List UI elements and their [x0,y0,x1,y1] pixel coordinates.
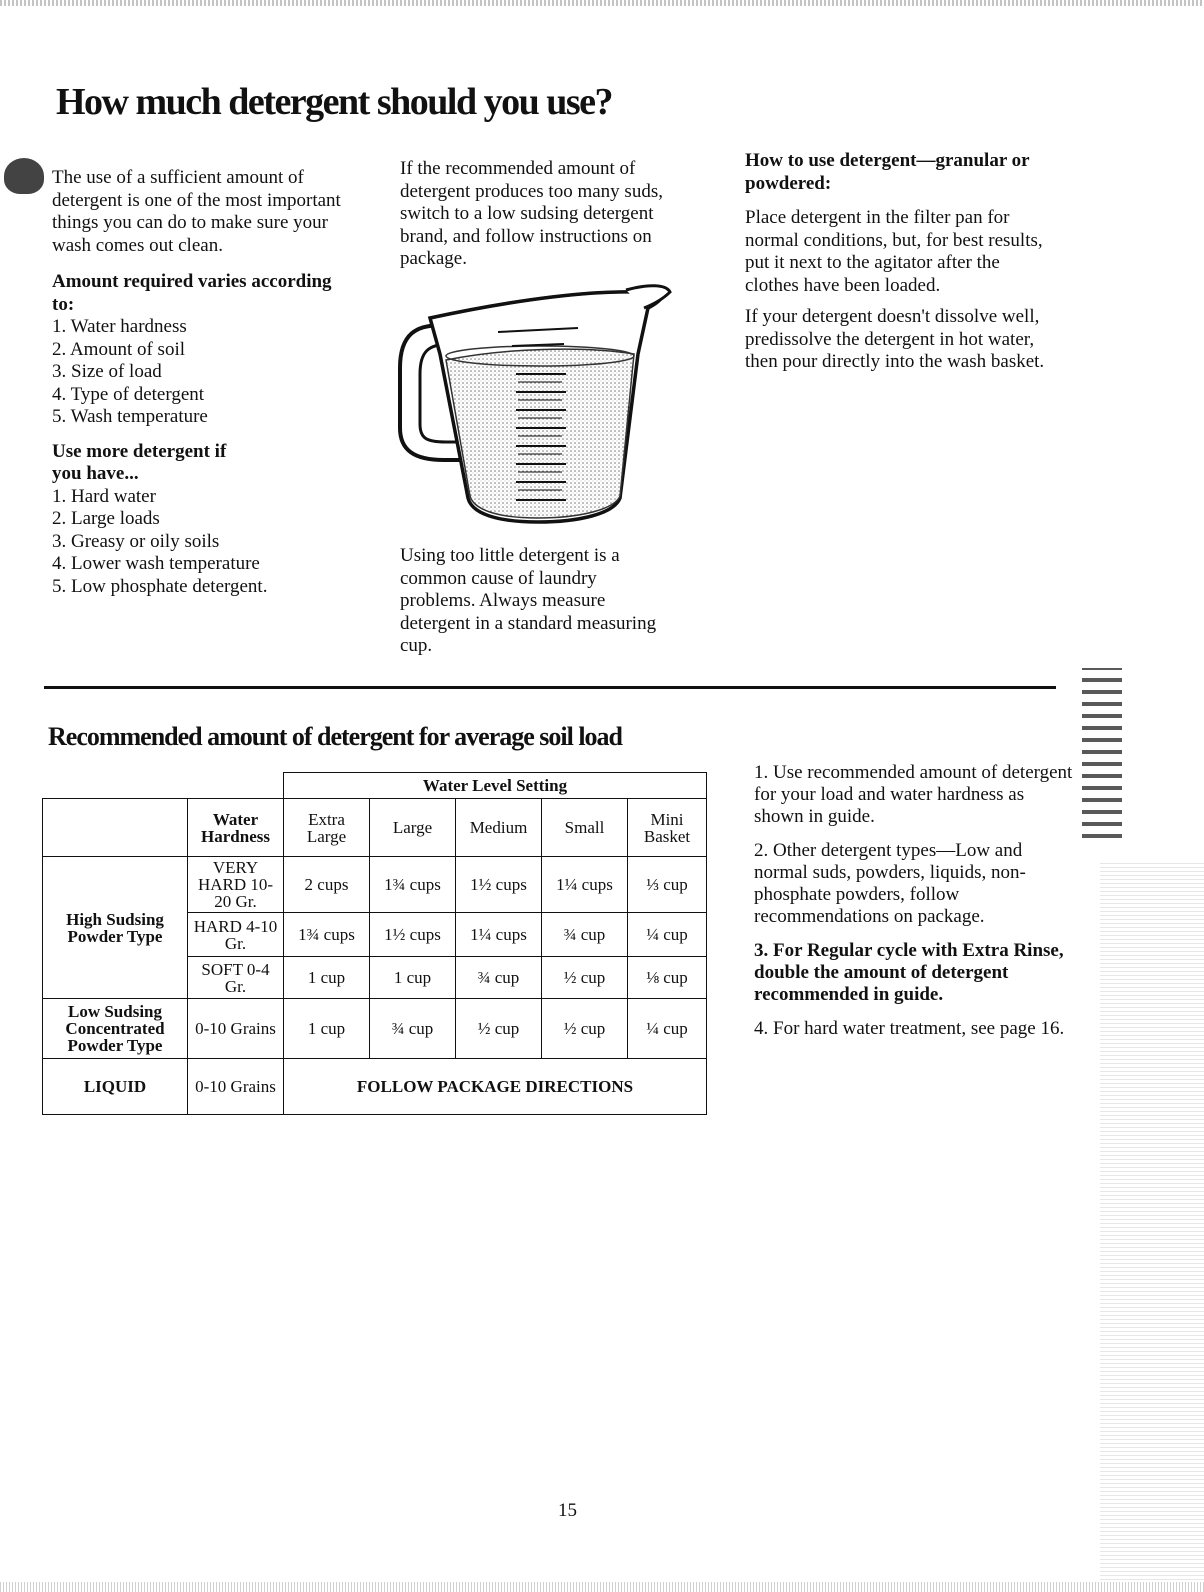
row-label-low-sudsing: Low Sudsing Concentrated Powder Type [43,999,188,1059]
value-cell: 1¾ cups [370,857,456,913]
list-item: 1. Water hardness [52,316,187,337]
list-item: 3. Size of load [52,361,162,382]
col-header-large: Large [370,799,456,857]
value-cell: 1½ cups [370,913,456,957]
value-cell: ¼ cup [628,913,707,957]
scan-artifact-top [0,0,1204,6]
row-label-high-sudsing: High Sudsing Powder Type [43,857,188,999]
value-cell: ½ cup [542,999,628,1059]
suds-paragraph: If the recommended amount of detergent produces too many suds, switch to a low sudsing detergent brand, and follow instructions on package. [400,158,663,269]
note-3: 3. For Regular cycle with Extra Rinse, double the amount of detergent recommended in guide. [754,940,1064,1005]
row-label-liquid: LIQUID [43,1059,188,1115]
intro-paragraph: The use of a sufficient amount of detergent is one of the most important things you can do to make sure your wash comes out clean. [52,167,341,256]
table-row [43,1059,707,1115]
measuring-cup-illustration [394,278,678,528]
section-divider [44,686,1056,689]
bullet-marker [4,158,44,194]
cup-caption [400,545,660,658]
hardness-cell: SOFT 0-4 Gr. [188,957,284,999]
note-1: 1. Use recommended amount of detergent for your load and water hardness as shown in guide. [754,762,1073,827]
value-cell: ⅛ cup [628,957,707,999]
value-cell: ¼ cup [628,999,707,1059]
usage-heading: How to use detergent—granular or powdered: [745,150,1030,194]
list-item: 5. Low phosphate detergent. [52,575,268,597]
list-item: 4. Lower wash temperature [52,553,260,574]
col-header-small: Small [542,799,628,857]
note-2: 2. Other detergent types—Low and normal suds, powders, liquids, non-phosphate powders, follow recommendations on package. [754,840,1026,927]
value-cell: 1 cup [370,957,456,999]
hardness-cell: 0-10 Grains [188,999,284,1059]
value-cell: 1¾ cups [284,913,370,957]
table-row [43,857,707,913]
varies-list [52,316,342,429]
follow-package-note: FOLLOW PACKAGE DIRECTIONS [284,1059,707,1115]
table-corner-cell [43,799,188,857]
usage-paragraph: Place detergent in the filter pan for normal conditions, but, for best results, put it next to the agitator after the clothes have been loaded. [745,207,1043,296]
value-cell: ¾ cup [542,913,628,957]
list-item: 3. Greasy or oily soils [52,530,220,552]
value-cell: ½ cup [542,957,628,999]
list-item: 1. Hard water [52,485,156,507]
scan-edge-texture [1100,860,1204,1580]
notes-list [754,762,1074,1052]
list-item: 4. Type of detergent [52,383,205,405]
list-item: 2. Large loads [52,508,160,529]
scan-artifact-bottom [0,1582,1204,1592]
page-number: 15 [558,1500,577,1521]
table-corner [188,773,284,799]
value-cell: 1½ cups [456,857,542,913]
table-corner [43,773,188,799]
water-level-header: Water Level Setting [284,773,707,799]
value-cell: ¾ cup [370,999,456,1059]
list-item: 5. Wash temperature [52,406,208,427]
value-cell: 2 cups [284,857,370,913]
col-header-medium: Medium [456,799,542,857]
scan-edge-marks [1082,668,1122,838]
column-middle [400,158,700,271]
col-header-hardness: Water Hardness [188,799,284,857]
note-4: 4. For hard water treatment, see page 16. [754,1018,1065,1039]
value-cell: ⅓ cup [628,857,707,913]
value-cell: 1 cup [284,999,370,1059]
value-cell: ½ cup [456,999,542,1059]
col-header-extra-large: Extra Large [284,799,370,857]
detergent-table [42,772,707,1115]
page-title: How much detergent should you use? [56,81,612,123]
dissolve-paragraph: If your detergent doesn't dissolve well, predissolve the detergent in hot water, then pour directly into the wash basket. [745,306,1045,372]
column-right [745,150,1045,374]
list-item: 2. Amount of soil [52,338,186,360]
varies-heading: Amount required varies according to: [52,271,332,315]
more-heading: Use more detergent if you have... [52,440,227,484]
table-heading: Recommended amount of detergent for average soil load [48,722,623,751]
table-row [43,999,707,1059]
caption-text: Using too little detergent is a common cause of laundry problems. Always measure detergent in a standard measuring cup. [400,545,657,656]
value-cell: 1 cup [284,957,370,999]
value-cell: 1¼ cups [456,913,542,957]
col-header-mini-basket: Mini Basket [628,799,707,857]
value-cell: 1¼ cups [542,857,628,913]
hardness-cell: VERY HARD 10-20 Gr. [188,857,284,913]
hardness-cell: HARD 4-10 Gr. [188,913,284,957]
value-cell: ¾ cup [456,957,542,999]
hardness-cell: 0-10 Grains [188,1059,284,1115]
column-left [52,167,342,598]
more-list [52,486,342,599]
